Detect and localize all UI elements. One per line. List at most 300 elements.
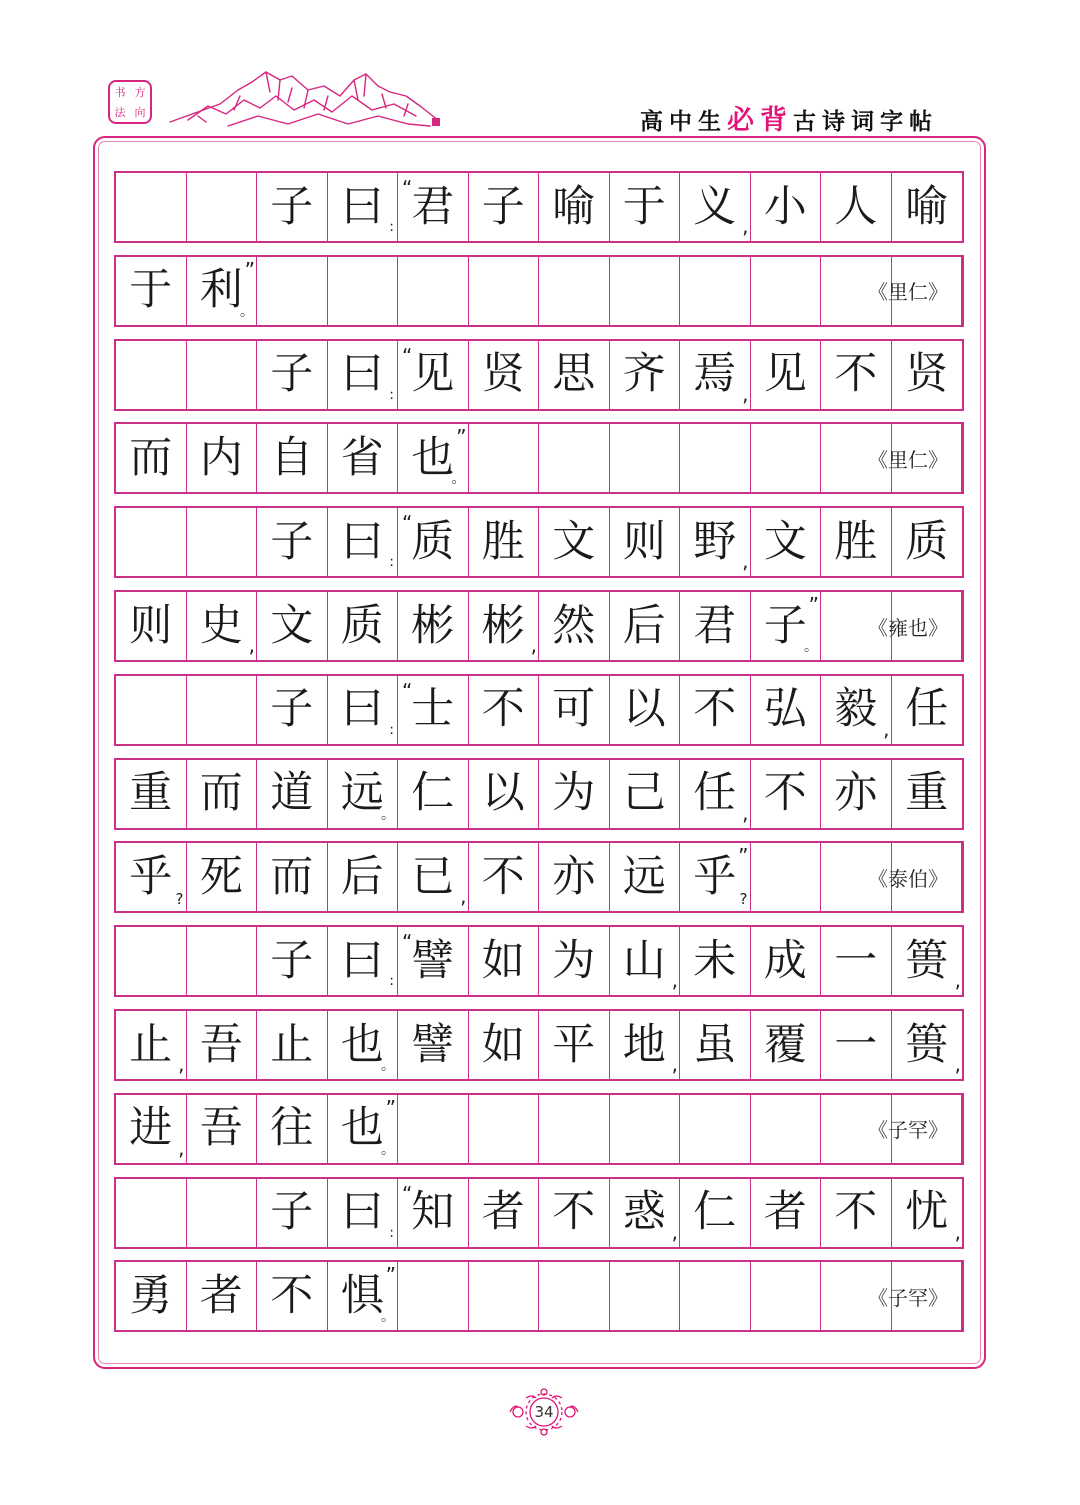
character: 往 [270, 1103, 314, 1154]
open-quote: “ [402, 678, 413, 703]
copybook-row [114, 422, 964, 494]
grid-cell [257, 341, 328, 409]
character: 子 [763, 600, 807, 651]
grid-cell [680, 424, 751, 492]
character: 也 [340, 1019, 384, 1070]
character: 进 [129, 1103, 173, 1154]
punctuation-colon: : [389, 721, 394, 738]
character: 重 [905, 768, 949, 819]
grid-cell [257, 1011, 328, 1079]
source-chapter-label: 《里仁》 [868, 280, 948, 305]
grid-cell [751, 1011, 822, 1079]
grid-cell [187, 1095, 258, 1163]
grid-cell [116, 173, 187, 241]
grid-cell [257, 257, 328, 325]
punctuation-period: 。 [381, 806, 395, 823]
punctuation-comma: , [530, 633, 537, 657]
punctuation-period: 。 [804, 639, 818, 655]
character: 子 [270, 935, 314, 986]
character: 勇 [129, 1270, 173, 1321]
character: 不 [693, 684, 737, 735]
grid-cell [257, 173, 328, 241]
grid-cell [539, 424, 610, 492]
close-quote: ” [385, 1263, 396, 1288]
grid-cell [821, 1011, 892, 1079]
close-quote: ” [244, 257, 255, 282]
character: 知 [411, 1187, 455, 1238]
punctuation-comma: , [178, 1135, 185, 1160]
punctuation-comma: , [954, 968, 961, 993]
grid-cell [469, 341, 540, 409]
grid-cell [328, 424, 399, 492]
grid-cell [257, 1262, 328, 1330]
grid-cell [116, 341, 187, 409]
grid-cell [398, 843, 469, 911]
grid-cell [328, 508, 399, 576]
grid-cell [187, 843, 258, 911]
character: 己 [622, 768, 666, 819]
character: 一 [834, 1019, 878, 1070]
grid-cell [328, 760, 399, 828]
open-quote: “ [402, 343, 413, 368]
character: 史 [199, 600, 243, 651]
character: 胜 [834, 516, 878, 567]
character: 乎 [693, 851, 737, 902]
character: 惑 [622, 1187, 666, 1238]
character: 死 [199, 851, 243, 902]
grid-cell [398, 1262, 469, 1330]
grid-cell [892, 676, 963, 744]
grid-cell [116, 843, 187, 911]
grid-cell [398, 424, 469, 492]
grid-cell [398, 592, 469, 660]
punctuation-colon: : [389, 386, 394, 403]
character: 喻 [552, 181, 596, 232]
grid-cell [751, 1095, 822, 1163]
page-number-badge [506, 1388, 582, 1436]
character: 见 [763, 349, 807, 400]
character: 后 [622, 600, 666, 651]
character: 已 [411, 851, 455, 902]
grid-cell [680, 257, 751, 325]
open-quote: “ [402, 930, 413, 955]
grid-cell [680, 676, 751, 744]
character: 利 [199, 265, 243, 316]
copybook-row [114, 255, 964, 327]
grid-cell [680, 341, 751, 409]
character: 贤 [481, 349, 525, 400]
grid-cell [398, 173, 469, 241]
close-quote: ” [385, 1095, 396, 1120]
grid-cell [328, 927, 399, 995]
grid-cell [539, 257, 610, 325]
character: 亦 [834, 768, 878, 819]
character: 道 [270, 768, 314, 819]
character: 不 [763, 768, 807, 819]
character: 以 [481, 768, 525, 819]
grid-cell [187, 257, 258, 325]
grid-cell [539, 173, 610, 241]
copybook-row [114, 590, 964, 662]
character: 未 [693, 935, 737, 986]
grid-cell [187, 341, 258, 409]
character: 地 [622, 1019, 666, 1070]
grid-cell [116, 592, 187, 660]
character: 曰 [340, 935, 384, 986]
character: 重 [129, 768, 173, 819]
grid-cell [610, 1262, 681, 1330]
character: 毅 [834, 684, 878, 735]
character: 弘 [763, 684, 807, 735]
close-quote: ” [456, 425, 467, 450]
grid-cell [680, 592, 751, 660]
character: 于 [129, 265, 173, 316]
title-prefix: 高中生 [640, 109, 727, 135]
character: 义 [693, 181, 737, 232]
grid-cell [187, 927, 258, 995]
grid-cell [610, 341, 681, 409]
grid-cell [821, 341, 892, 409]
punctuation-period: 。 [381, 1309, 395, 1326]
character: 内 [199, 432, 243, 483]
grid-cell [469, 927, 540, 995]
character: 则 [622, 516, 666, 567]
character: 篑 [905, 1019, 949, 1070]
character: 子 [270, 684, 314, 735]
character: 彬 [411, 600, 455, 651]
grid-cell [821, 173, 892, 241]
grid-cell [187, 424, 258, 492]
character: 远 [622, 851, 666, 902]
grid-cell [680, 843, 751, 911]
grid-cell [116, 1262, 187, 1330]
grid-cell [328, 1095, 399, 1163]
character: 忧 [905, 1187, 949, 1238]
logo-char: 书 [114, 85, 126, 99]
character: 成 [763, 935, 807, 986]
grid-cell [680, 173, 751, 241]
character: 君 [693, 600, 737, 651]
grid-cell [751, 173, 822, 241]
character: 吾 [199, 1019, 243, 1070]
grid-cell [469, 843, 540, 911]
grid-cell [751, 1262, 822, 1330]
grid-cell [821, 508, 892, 576]
punctuation-comma: , [671, 1052, 678, 1076]
grid-cell [257, 508, 328, 576]
character: 者 [481, 1187, 525, 1238]
copybook-row [114, 1177, 964, 1249]
grid-cell [610, 424, 681, 492]
character: 曰 [340, 181, 384, 232]
character: 齐 [622, 349, 666, 400]
close-quote: ” [808, 593, 819, 617]
source-chapter-label: 《里仁》 [868, 447, 948, 472]
grid-cell [257, 1179, 328, 1247]
punctuation-comma: , [742, 800, 749, 825]
character: 质 [411, 516, 455, 567]
character: 者 [763, 1187, 807, 1238]
grid-cell [328, 843, 399, 911]
open-quote: “ [402, 176, 413, 200]
character: 任 [693, 768, 737, 819]
character: 可 [552, 684, 596, 735]
copybook-row [114, 925, 964, 997]
copybook-row [114, 1260, 964, 1332]
character: 乎 [129, 851, 173, 902]
character: 子 [270, 1187, 314, 1238]
character: 小 [763, 181, 807, 232]
character: 曰 [340, 516, 384, 567]
character: 也 [340, 1103, 384, 1154]
grid-cell [398, 927, 469, 995]
grid-cell [116, 1095, 187, 1163]
punctuation-period: 。 [381, 1058, 395, 1074]
grid-cell [398, 1011, 469, 1079]
grid-cell [469, 1095, 540, 1163]
grid-cell [892, 760, 963, 828]
character: 虽 [693, 1019, 737, 1070]
open-quote: “ [402, 511, 413, 536]
grid-cell [821, 1179, 892, 1247]
character: 子 [270, 349, 314, 400]
grid-cell [398, 341, 469, 409]
publisher-logo-seal [108, 80, 152, 124]
character: 平 [552, 1019, 596, 1070]
grid-cell [398, 257, 469, 325]
grid-cell [257, 424, 328, 492]
source-chapter-label: 《泰伯》 [868, 866, 948, 891]
grid-cell [469, 1262, 540, 1330]
grid-cell [469, 1011, 540, 1079]
character: 省 [340, 432, 384, 483]
character: 不 [552, 1187, 596, 1238]
grid-cell [821, 676, 892, 744]
grid-cell [892, 173, 963, 241]
grid-cell [116, 424, 187, 492]
grid-cell [187, 508, 258, 576]
grid-cell [751, 1179, 822, 1247]
copybook-row [114, 171, 964, 243]
character: 篑 [905, 935, 949, 986]
character: 则 [129, 600, 173, 651]
character: 喻 [905, 181, 949, 232]
punctuation-question: ? [739, 890, 748, 909]
open-quote: “ [402, 1181, 413, 1206]
character: 曰 [340, 1187, 384, 1238]
grid-cell [328, 1011, 399, 1079]
character: 一 [834, 935, 878, 986]
grid-cell [469, 676, 540, 744]
punctuation-comma: , [954, 1052, 961, 1076]
grid-cell [539, 843, 610, 911]
character: 山 [622, 935, 666, 986]
grid-cell [539, 592, 610, 660]
character: 不 [834, 1187, 878, 1238]
punctuation-colon: : [389, 554, 394, 571]
character: 而 [270, 851, 314, 902]
grid-cell [187, 1011, 258, 1079]
punctuation-question: ? [175, 890, 184, 909]
logo-char: 向 [134, 105, 146, 119]
character: 然 [552, 600, 596, 651]
character: 曰 [340, 684, 384, 735]
punctuation-comma: , [460, 884, 467, 909]
grid-cell [116, 1179, 187, 1247]
logo-char: 法 [114, 105, 126, 119]
character: 思 [552, 349, 596, 400]
grid-cell [539, 508, 610, 576]
source-chapter-label: 《子罕》 [868, 1118, 948, 1143]
grid-cell [892, 1179, 963, 1247]
grid-cell [680, 1011, 751, 1079]
character: 吾 [199, 1103, 243, 1154]
copybook-row [114, 506, 964, 578]
copybook-row [114, 339, 964, 411]
punctuation-comma: , [671, 1219, 678, 1244]
character: 如 [481, 1019, 525, 1070]
character: 止 [270, 1019, 314, 1070]
character: 贤 [905, 349, 949, 400]
grid-cell [257, 1095, 328, 1163]
logo-char: 方 [134, 85, 146, 99]
title-suffix: 古诗词字帖 [793, 109, 938, 135]
grid-cell [398, 760, 469, 828]
character: 文 [763, 516, 807, 567]
grid-cell [187, 1262, 258, 1330]
page-number: 34 [534, 1403, 554, 1421]
grid-cell [610, 1179, 681, 1247]
title-highlight: 必背 [727, 105, 793, 136]
grid-cell [610, 927, 681, 995]
grid-cell [610, 676, 681, 744]
character: 覆 [763, 1019, 807, 1070]
grid-cell [539, 1011, 610, 1079]
character: 文 [552, 516, 596, 567]
character: 譬 [411, 1019, 455, 1070]
grid-cell [610, 257, 681, 325]
copybook-row [114, 674, 964, 746]
character: 胜 [481, 516, 525, 567]
grid-cell [328, 341, 399, 409]
grid-cell [116, 508, 187, 576]
character: 仁 [411, 768, 455, 819]
grid-cell [398, 1179, 469, 1247]
grid-cell [539, 1095, 610, 1163]
grid-cell [680, 760, 751, 828]
grid-cell [187, 592, 258, 660]
character: 见 [411, 349, 455, 400]
punctuation-colon: : [389, 973, 394, 990]
grid-cell [751, 257, 822, 325]
character: 质 [905, 516, 949, 567]
punctuation-colon: : [389, 219, 394, 235]
source-chapter-label: 《雍也》 [868, 615, 948, 640]
character: 子 [270, 181, 314, 232]
character: 如 [481, 935, 525, 986]
punctuation-comma: , [178, 1052, 185, 1076]
grid-cell [187, 676, 258, 744]
grid-cell [539, 927, 610, 995]
grid-cell [398, 676, 469, 744]
grid-cell [187, 760, 258, 828]
character: 质 [340, 600, 384, 651]
grid-cell [116, 676, 187, 744]
grid-cell [751, 424, 822, 492]
grid-cell [539, 676, 610, 744]
close-quote: ” [738, 844, 749, 869]
character: 彬 [481, 600, 525, 651]
character: 文 [270, 600, 314, 651]
character: 仁 [693, 1187, 737, 1238]
character: 也 [411, 432, 455, 483]
grid-cell [610, 843, 681, 911]
copybook-row [114, 1009, 964, 1081]
grid-cell [469, 257, 540, 325]
grid-cell [257, 927, 328, 995]
punctuation-comma: , [883, 716, 890, 741]
grid-cell [257, 676, 328, 744]
source-chapter-label: 《子罕》 [868, 1285, 948, 1310]
grid-cell [610, 760, 681, 828]
grid-cell [680, 508, 751, 576]
character: 譬 [411, 935, 455, 986]
copybook-row [114, 1093, 964, 1165]
grid-cell [751, 592, 822, 660]
grid-cell [328, 1179, 399, 1247]
grid-cell [680, 1262, 751, 1330]
character: 亦 [552, 851, 596, 902]
grid-cell [328, 1262, 399, 1330]
grid-cell [610, 1095, 681, 1163]
grid-cell [751, 843, 822, 911]
grid-cell [892, 508, 963, 576]
grid-cell [116, 257, 187, 325]
punctuation-period: 。 [240, 303, 254, 320]
grid-cell [257, 592, 328, 660]
character: 子 [481, 181, 525, 232]
character: 不 [481, 851, 525, 902]
punctuation-period: 。 [451, 471, 466, 488]
character: 者 [199, 1270, 243, 1321]
character: 后 [340, 851, 384, 902]
grid-cell [751, 341, 822, 409]
grid-cell [469, 592, 540, 660]
punctuation-comma: , [742, 381, 749, 406]
grid-cell [610, 592, 681, 660]
grid-cell [116, 760, 187, 828]
copybook-row [114, 841, 964, 913]
grid-cell [680, 1179, 751, 1247]
grid-cell [257, 760, 328, 828]
grid-cell [610, 1011, 681, 1079]
character: 以 [622, 684, 666, 735]
character: 任 [905, 684, 949, 735]
character: 不 [834, 349, 878, 400]
grid-cell [469, 424, 540, 492]
character: 焉 [693, 349, 737, 400]
grid-cell [328, 676, 399, 744]
grid-cell [680, 1095, 751, 1163]
grid-cell [257, 843, 328, 911]
punctuation-colon: : [389, 1224, 394, 1241]
copybook-row [114, 758, 964, 830]
character: 远 [340, 768, 384, 819]
character: 不 [270, 1270, 314, 1321]
character: 惧 [340, 1270, 384, 1321]
grid-cell [328, 257, 399, 325]
grid-cell [469, 760, 540, 828]
